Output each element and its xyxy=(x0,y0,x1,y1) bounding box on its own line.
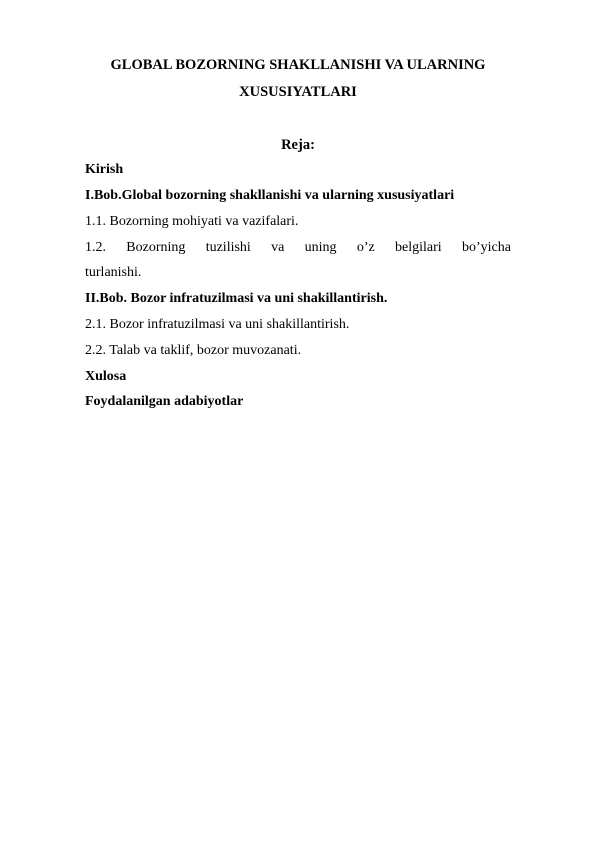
toc-item-introduction: Kirish xyxy=(85,162,124,177)
toc-item-2-1: 2.1. Bozor infratuzilmasi va uni shakillantirish. xyxy=(85,317,350,332)
toc-item-1-2-word: 1.2. xyxy=(85,240,106,255)
toc-item-1-2-continuation: turlanishi. xyxy=(85,265,142,280)
toc-item-1-2-word: belgilari xyxy=(395,240,442,255)
toc-item-2-2: 2.2. Talab va taklif, bozor muvozanati. xyxy=(85,343,302,358)
toc-item-1-1: 1.1. Bozorning mohiyati va vazifalari. xyxy=(85,214,299,229)
toc-item-conclusion: Xulosa xyxy=(85,369,127,384)
document-title-line-2: XUSUSIYATLARI xyxy=(239,84,357,100)
toc-item-1-2-word: va xyxy=(271,240,285,255)
toc-item-1-2-word: uning xyxy=(304,240,337,255)
toc-item-1-2-word: tuzilishi xyxy=(205,240,251,255)
toc-item-1-2-word: o’z xyxy=(356,240,375,255)
toc-item-1-2 xyxy=(85,239,511,257)
plan-heading: Reja: xyxy=(281,137,315,153)
document-title-line-1: GLOBAL BOZORNING SHAKLLANISHI VA ULARNING xyxy=(110,57,486,73)
toc-item-1-2-word: bo’yicha xyxy=(461,240,511,255)
toc-item-chapter-2: II.Bob. Bozor infratuzilmasi va uni shakillantirish. xyxy=(85,291,388,306)
toc-item-1-2-word: Bozorning xyxy=(126,240,186,255)
toc-item-chapter-1: I.Bob.Global bozorning shakllanishi va ularning xususiyatlari xyxy=(85,188,455,203)
toc-item-references: Foydalanilgan adabiyotlar xyxy=(85,394,244,409)
